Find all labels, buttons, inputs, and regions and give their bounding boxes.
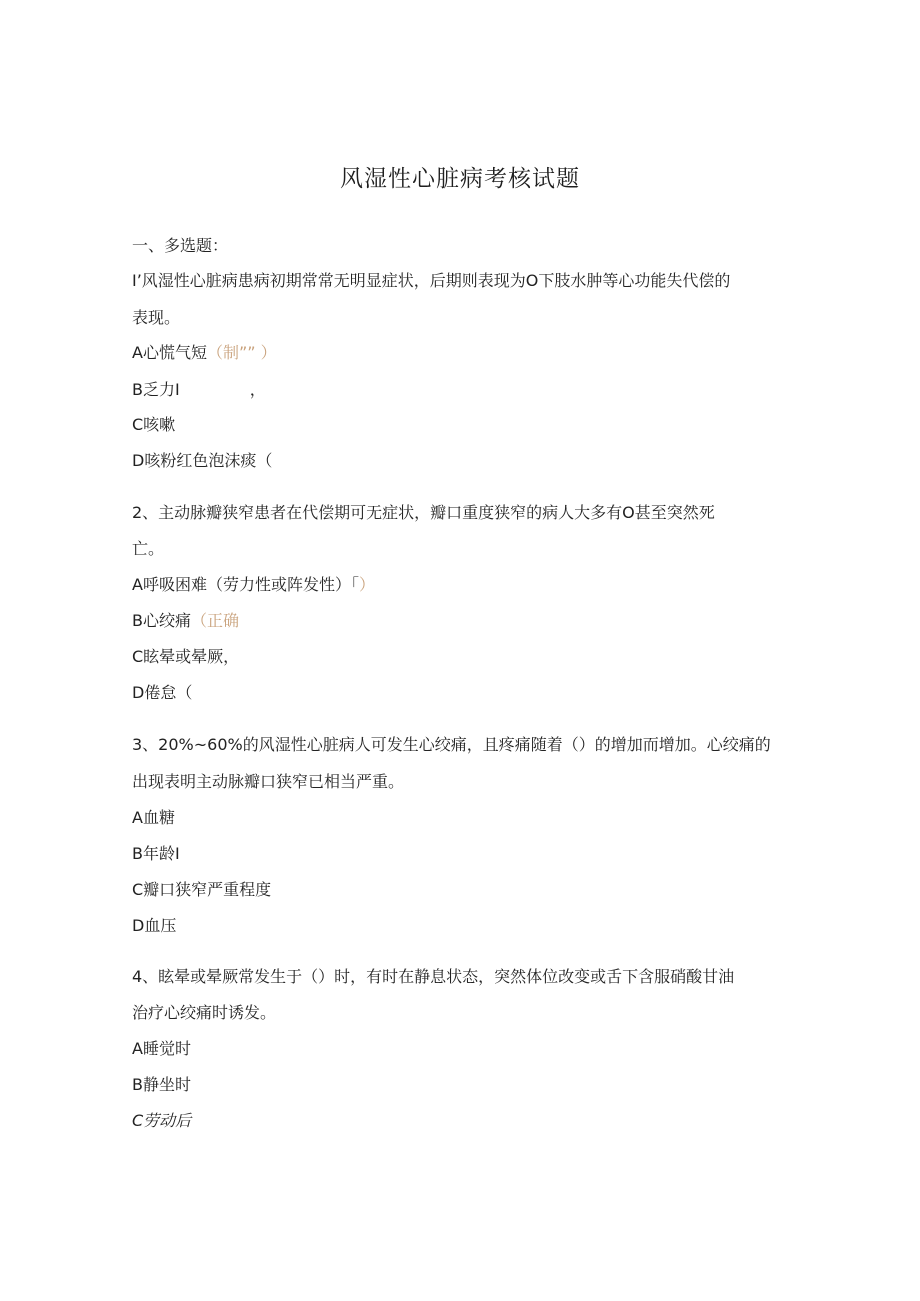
section-heading: 一、多选题： <box>132 236 229 255</box>
question-2-stem-line-1: 2、主动脉瓣狭窄患者在代偿期可无症状，瓣口重度狭窄的病人大多有O甚至突然死 <box>132 503 715 522</box>
question-3-stem-line-2: 出现表明主动脉瓣口狭窄已相当严重。 <box>132 772 405 791</box>
question-1-stem-line-1: I’风湿性心脏病患病初期常常无明显症状，后期则表现为O下肢水肿等心功能失代偿的 <box>132 271 731 290</box>
question-1-option-c[interactable] <box>132 415 175 435</box>
option-text: B静坐时 <box>132 1075 191 1094</box>
stray-mark: ， <box>249 380 266 399</box>
option-text: C瓣口狭窄严重程度 <box>132 880 272 899</box>
option-text: A心慌气短 <box>132 343 207 362</box>
question-3-option-b[interactable] <box>132 844 180 864</box>
question-1-stem-line-2: 表现。 <box>132 308 181 327</box>
option-text: C眩晕或晕厥， <box>132 647 240 666</box>
answer-mark: ） <box>358 575 375 594</box>
option-text: A睡觉时 <box>132 1039 191 1058</box>
option-text: D倦怠（ <box>132 683 193 702</box>
question-4-option-c[interactable] <box>132 1111 191 1131</box>
question-2-option-b[interactable] <box>132 611 239 631</box>
answer-mark: （制”” ） <box>206 343 277 362</box>
question-1-option-b[interactable] <box>132 380 266 400</box>
question-3-option-a[interactable] <box>132 808 175 828</box>
page-title: 风湿性心脏病考核试题 <box>340 166 580 192</box>
option-text: B年龄I <box>132 844 180 863</box>
option-text: B乏力I <box>132 380 180 399</box>
question-2-option-d[interactable] <box>132 683 192 703</box>
question-1-option-d[interactable] <box>132 451 272 471</box>
option-text: D咳粉红色泡沫痰（ <box>132 451 273 470</box>
question-1-option-a[interactable] <box>132 343 277 363</box>
question-4-option-a[interactable] <box>132 1039 191 1059</box>
option-text: C劳动后 <box>132 1111 192 1130</box>
answer-mark: （正确 <box>190 611 239 630</box>
option-text: A血糖 <box>132 808 175 827</box>
option-text: D血压 <box>132 916 177 935</box>
option-text: A呼吸困难（劳力性或阵发性）「 <box>132 575 359 594</box>
question-4-stem-line-1: 4、眩晕或晕厥常发生于（）时，有时在静息状态，突然体位改变或舌下含服硝酸甘油 <box>132 967 735 986</box>
option-text: B心绞痛 <box>132 611 191 630</box>
question-4-option-b[interactable] <box>132 1075 191 1095</box>
option-text: C咳嗽 <box>132 415 176 434</box>
question-3-option-c[interactable] <box>132 880 271 900</box>
question-2-option-c[interactable] <box>132 647 239 667</box>
question-2-stem-line-2: 亡。 <box>132 539 165 558</box>
question-2-option-a[interactable] <box>132 575 375 595</box>
question-3-option-d[interactable] <box>132 916 176 936</box>
question-4-stem-line-2: 治疗心绞痛时诱发。 <box>132 1003 277 1022</box>
question-3-stem-line-1: 3、20%~60%的风湿性心脏病人可发生心绞痛，且疼痛随着（）的增加而增加。心绞痛的 <box>132 735 771 754</box>
